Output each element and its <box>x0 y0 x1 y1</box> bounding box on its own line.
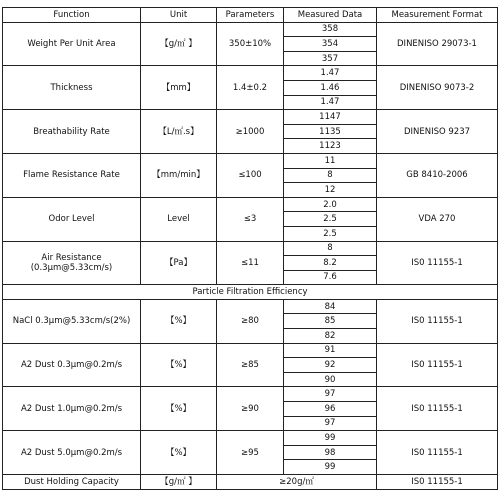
measured-value-cell: 99 <box>284 431 377 446</box>
measured-value-cell: 1.47 <box>284 95 377 110</box>
measured-value-cell: 358 <box>284 22 377 37</box>
function-cell: Weight Per Unit Area <box>3 22 141 66</box>
parameter-cell: ≥90 <box>217 387 284 431</box>
function-cell: Dust Holding Capacity <box>3 475 141 490</box>
unit-cell: 【mm/min】 <box>141 153 217 197</box>
table-body <box>3 22 498 489</box>
parameter-cell: 350±10% <box>217 22 284 66</box>
measured-value-cell: 2.0 <box>284 197 377 212</box>
header-row <box>3 8 498 23</box>
header-parameters: Parameters <box>217 8 284 23</box>
parameter-cell: ≥80 <box>217 299 284 343</box>
measured-value-cell: 1135 <box>284 124 377 139</box>
measured-value-cell: 1147 <box>284 110 377 125</box>
format-cell: IS0 11155-1 <box>377 241 498 285</box>
table-row <box>3 197 498 212</box>
measured-value-cell: 96 <box>284 402 377 417</box>
format-cell: IS0 11155-1 <box>377 431 498 475</box>
table-row <box>3 153 498 168</box>
measured-value-cell: 92 <box>284 358 377 373</box>
function-cell: Thickness <box>3 66 141 110</box>
unit-cell: 【L/㎡.s】 <box>141 110 217 154</box>
table-row <box>3 66 498 81</box>
measured-value-cell: 98 <box>284 445 377 460</box>
measured-value-cell: 11 <box>284 153 377 168</box>
measured-value-cell: 1123 <box>284 139 377 154</box>
header-measurement-format: Measurement Format <box>377 8 498 23</box>
parameter-cell: ≥85 <box>217 343 284 387</box>
function-cell: Breathability Rate <box>3 110 141 154</box>
function-cell: A2 Dust 0.3μm@0.2m/s <box>3 343 141 387</box>
dust-holding-value-cell: ≥20g/㎡ <box>217 475 377 490</box>
measured-value-cell: 90 <box>284 372 377 387</box>
unit-cell: 【%】 <box>141 343 217 387</box>
table-row <box>3 241 498 256</box>
measured-value-cell: 97 <box>284 416 377 431</box>
table-row <box>3 387 498 402</box>
table-row <box>3 299 498 314</box>
function-cell: Flame Resistance Rate <box>3 153 141 197</box>
format-cell: GB 8410-2006 <box>377 153 498 197</box>
measured-value-cell: 99 <box>284 460 377 475</box>
measured-value-cell: 97 <box>284 387 377 402</box>
unit-cell: Level <box>141 197 217 241</box>
format-cell: IS0 11155-1 <box>377 299 498 343</box>
function-cell: Air Resistance (0.3μm@5.33cm/s) <box>3 241 141 285</box>
parameter-cell: 1.4±0.2 <box>217 66 284 110</box>
unit-cell: 【mm】 <box>141 66 217 110</box>
header-function: Function <box>3 8 141 23</box>
parameter-cell: ≤11 <box>217 241 284 285</box>
measured-value-cell: 1.47 <box>284 66 377 81</box>
unit-cell: 【%】 <box>141 387 217 431</box>
function-cell: A2 Dust 1.0μm@0.2m/s <box>3 387 141 431</box>
parameter-cell: ≥1000 <box>217 110 284 154</box>
spec-table <box>2 7 498 490</box>
unit-cell: 【%】 <box>141 299 217 343</box>
table-row <box>3 110 498 125</box>
measured-value-cell: 1.46 <box>284 80 377 95</box>
measured-value-cell: 8 <box>284 168 377 183</box>
measured-value-cell: 84 <box>284 299 377 314</box>
measured-value-cell: 8.2 <box>284 256 377 271</box>
parameter-cell: ≥95 <box>217 431 284 475</box>
parameter-cell: ≤100 <box>217 153 284 197</box>
function-cell: NaCl 0.3μm@5.33cm/s(2%) <box>3 299 141 343</box>
format-cell: IS0 11155-1 <box>377 387 498 431</box>
format-cell: DINENISO 29073-1 <box>377 22 498 66</box>
parameter-cell: ≤3 <box>217 197 284 241</box>
table-row <box>3 431 498 446</box>
measured-value-cell: 7.6 <box>284 270 377 285</box>
header-measured-data: Measured Data <box>284 8 377 23</box>
measured-value-cell: 8 <box>284 241 377 256</box>
format-cell: IS0 11155-1 <box>377 475 498 490</box>
measured-value-cell: 85 <box>284 314 377 329</box>
measured-value-cell: 357 <box>284 51 377 66</box>
measured-value-cell: 354 <box>284 37 377 52</box>
header-unit: Unit <box>141 8 217 23</box>
table-row <box>3 343 498 358</box>
measured-value-cell: 82 <box>284 329 377 344</box>
measured-value-cell: 91 <box>284 343 377 358</box>
function-cell: Odor Level <box>3 197 141 241</box>
unit-cell: 【g/㎡ 】 <box>141 475 217 490</box>
format-cell: DINENISO 9073-2 <box>377 66 498 110</box>
measured-value-cell: 2.5 <box>284 212 377 227</box>
table-row <box>3 22 498 37</box>
measured-value-cell: 2.5 <box>284 226 377 241</box>
unit-cell: 【g/㎡ 】 <box>141 22 217 66</box>
table-row <box>3 475 498 490</box>
format-cell: DINENISO 9237 <box>377 110 498 154</box>
format-cell: IS0 11155-1 <box>377 343 498 387</box>
format-cell: VDA 270 <box>377 197 498 241</box>
section-row <box>3 285 498 300</box>
unit-cell: 【%】 <box>141 431 217 475</box>
function-cell: A2 Dust 5.0μm@0.2m/s <box>3 431 141 475</box>
unit-cell: 【Pa】 <box>141 241 217 285</box>
measured-value-cell: 12 <box>284 183 377 198</box>
section-title: Particle Filtration Efficiency <box>3 285 498 300</box>
